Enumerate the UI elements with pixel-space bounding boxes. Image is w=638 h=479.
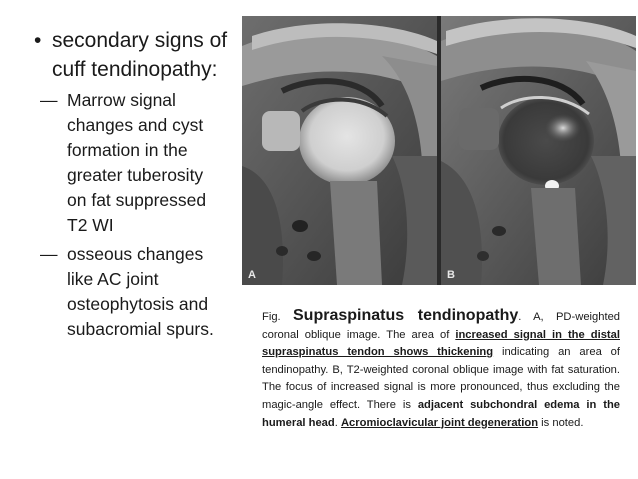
figure-caption	[262, 307, 620, 432]
bullet-list	[34, 26, 234, 342]
main-bullet-text: secondary signs of cuff tendinopathy:	[52, 29, 228, 81]
mri-panel-a	[242, 16, 437, 285]
sub-bullet-text: osseous changes like AC joint osteophytosis and subacromial spurs.	[67, 244, 214, 339]
caption-bold-edema: adjacent subchondral edema in the humeral head	[262, 398, 620, 429]
panel-label-b: B	[447, 269, 455, 281]
sub-bullet-marrow	[34, 88, 234, 238]
mri-panel-b	[441, 16, 636, 285]
caption-title: Supraspinatus tendinopathy	[293, 307, 519, 324]
dash-mark: —	[40, 90, 58, 110]
dash-mark: —	[40, 244, 58, 264]
caption-underline-signal: increased signal in the distal supraspinatus tendon shows thickening	[262, 328, 620, 359]
caption-underline-acj: Acromioclavicular joint degeneration	[340, 416, 539, 429]
caption-prefix: Fig.	[262, 311, 281, 323]
bullet-mark: •	[34, 29, 42, 52]
main-bullet	[34, 26, 234, 84]
panel-label-a: A	[248, 269, 256, 281]
caption-text-2: indicating an area of tendinopathy. B, T2-weighted coronal oblique image with fat saturation. The focus of increased signal is more pronounced, thus excluding the magic-angle effect. There is	[262, 346, 620, 411]
caption-text-3: .	[334, 416, 341, 429]
caption-text-1: . A, PD-weighted coronal oblique image. The area of	[262, 311, 621, 341]
mri-image-pair	[242, 16, 636, 285]
mri-pd-weighted-image	[242, 16, 437, 285]
caption-text-4: is noted.	[538, 416, 584, 429]
sub-bullet-text: Marrow signal changes and cyst formation in the greater tuberosity on fat suppressed T2 WI	[67, 90, 207, 235]
mri-t2-fat-sat-image	[441, 16, 636, 285]
sub-bullet-osseous	[34, 242, 234, 342]
